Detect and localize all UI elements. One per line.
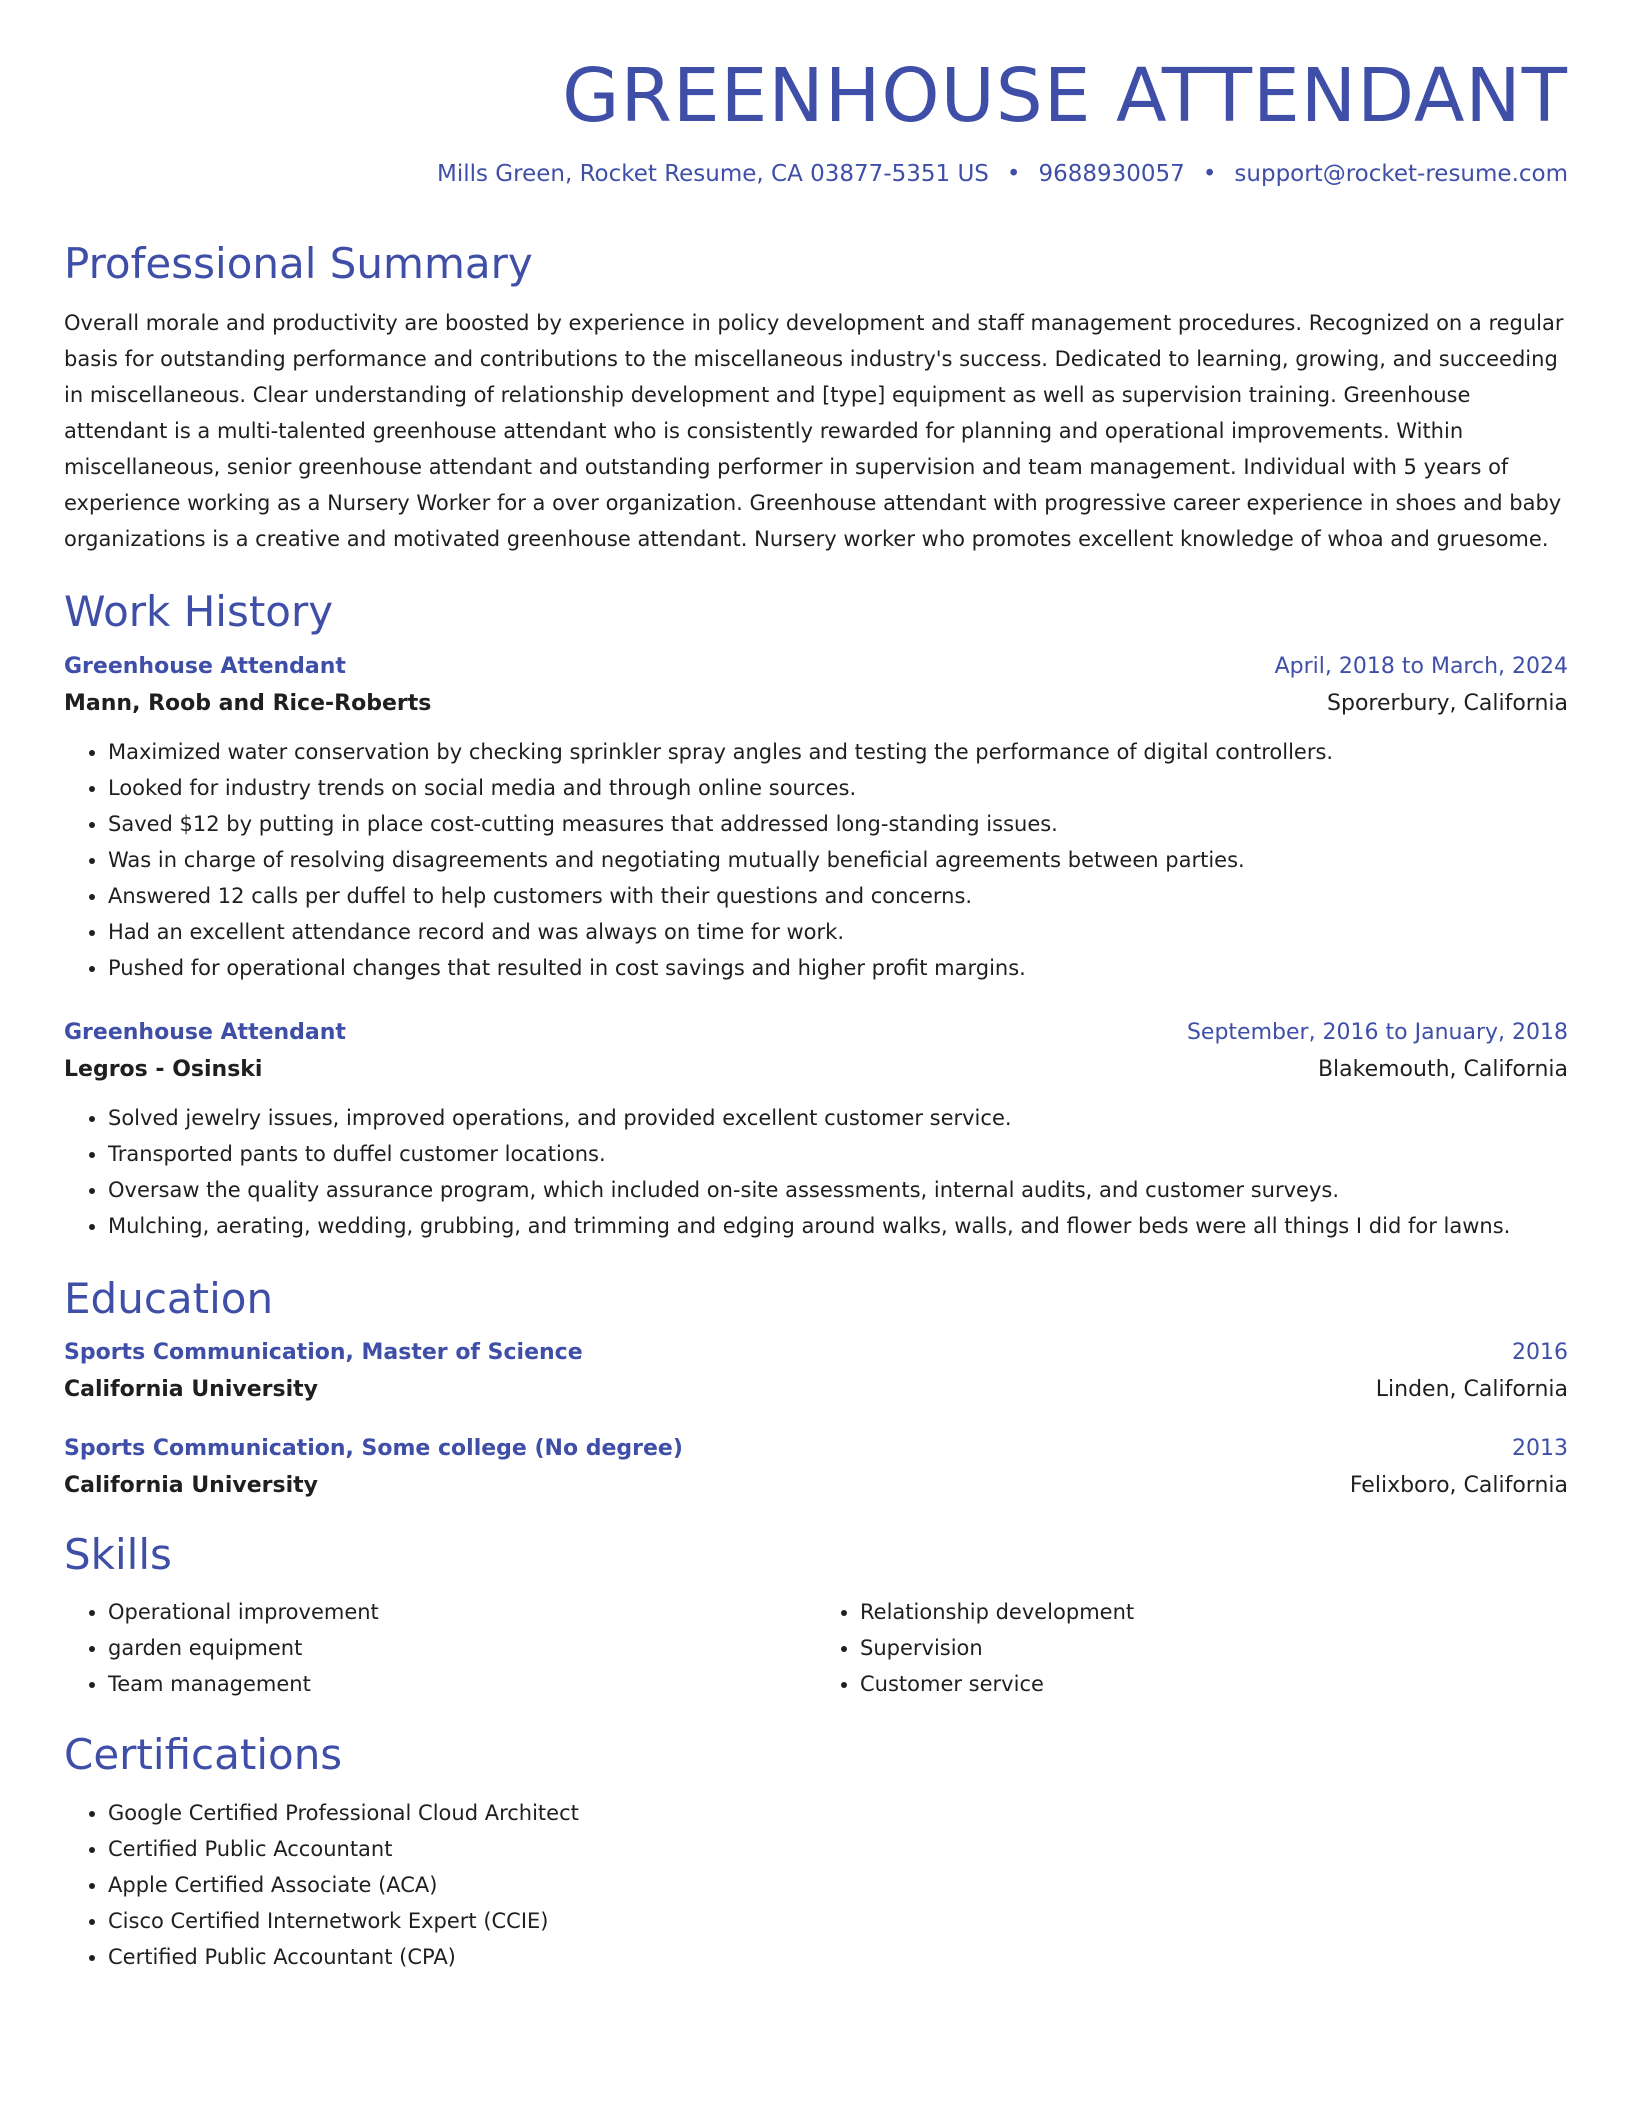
section-heading-education: Education [64, 1273, 274, 1323]
list-item: • Operational improvement [108, 1594, 816, 1630]
education-degree: Sports Communication, Some college (No degree) [64, 1435, 683, 1461]
contact-separator: • [1006, 160, 1021, 187]
education-school: California University [64, 1376, 318, 1402]
education-location: Linden, California [1375, 1376, 1568, 1402]
education-school-row [64, 1365, 1568, 1402]
list-item: • Had an excellent attendance record and was always on time for work. [108, 914, 1568, 950]
skills-list-right [816, 1594, 1568, 1702]
list-item: • Google Certified Professional Cloud Architect [108, 1795, 1568, 1831]
resume-header [64, 52, 1568, 187]
education-school-row [64, 1461, 1568, 1498]
job-company: Mann, Roob and Rice-Roberts [64, 690, 432, 716]
work-history-section [64, 587, 1568, 1243]
job-dates: September, 2016 to January, 2018 [1186, 1019, 1568, 1045]
section-heading-skills: Skills [64, 1529, 172, 1579]
list-item: • Answered 12 calls per duffel to help customers with their questions and concerns. [108, 878, 1568, 914]
job-location: Blakemouth, California [1317, 1056, 1568, 1082]
job-header-row [64, 1020, 1568, 1045]
list-item: • Cisco Certified Internetwork Expert (CCIE) [108, 1903, 1568, 1939]
list-item: • Mulching, aerating, wedding, grubbing, and trimming and edging around walks, walls, and flower beds were all things I did for lawns. [108, 1208, 1568, 1244]
list-item: • Transported pants to duffel customer locations. [108, 1136, 1568, 1172]
job-location: Sporerbury, California [1327, 690, 1568, 716]
job-company-row [64, 679, 1568, 716]
job-company-row [64, 1045, 1568, 1082]
job-title: Greenhouse Attendant [64, 653, 346, 679]
job-entry [64, 654, 1568, 986]
section-heading-certifications: Certifications [64, 1730, 343, 1780]
section-heading-work: Work History [64, 587, 334, 637]
job-bullets [64, 734, 1568, 986]
skills-list-left [64, 1594, 816, 1702]
education-year: 2016 [1512, 1339, 1568, 1365]
list-item: • Customer service [860, 1666, 1568, 1702]
job-dates: April, 2018 to March, 2024 [1274, 653, 1568, 679]
contact-address: Mills Green, Rocket Resume, CA 03877-5351 US [436, 160, 989, 187]
job-entry [64, 1020, 1568, 1244]
list-item: • Saved $12 by putting in place cost-cutting measures that addressed long-standing issues. [108, 806, 1568, 842]
list-item: • Looked for industry trends on social media and through online sources. [108, 770, 1568, 806]
list-item: • Apple Certified Associate (ACA) [108, 1867, 1568, 1903]
list-item: • Certified Public Accountant (CPA) [108, 1939, 1568, 1975]
list-item: • Oversaw the quality assurance program, which included on-site assessments, internal audits, and customer surveys. [108, 1172, 1568, 1208]
list-item: • Relationship development [860, 1594, 1568, 1630]
job-company: Legros - Osinski [64, 1056, 263, 1082]
professional-summary-section [64, 239, 1568, 557]
education-year: 2013 [1512, 1435, 1568, 1461]
list-item: • Maximized water conservation by checking sprinkler spray angles and testing the performance of digital controllers. [108, 734, 1568, 770]
education-degree: Sports Communication, Master of Science [64, 1339, 583, 1365]
list-item: • Certified Public Accountant [108, 1831, 1568, 1867]
education-school: California University [64, 1472, 318, 1498]
list-item: • Pushed for operational changes that resulted in cost savings and higher profit margins. [108, 950, 1568, 986]
list-item: • Team management [108, 1666, 816, 1702]
list-item: • garden equipment [108, 1630, 816, 1666]
education-section [64, 1274, 1568, 1498]
job-bullets [64, 1100, 1568, 1244]
list-item: • Solved jewelry issues, improved operations, and provided excellent customer service. [108, 1100, 1568, 1136]
resume-title: GREENHOUSE ATTENDANT [562, 53, 1568, 139]
education-entry [64, 1340, 1568, 1402]
education-header-row [64, 1340, 1568, 1365]
contact-phone: 9688930057 [1038, 160, 1185, 187]
education-location: Felixboro, California [1349, 1472, 1568, 1498]
certifications-section [64, 1730, 1568, 1974]
skills-grid [64, 1594, 1568, 1702]
education-entry [64, 1436, 1568, 1498]
section-heading-summary: Professional Summary [64, 238, 533, 288]
contact-email[interactable]: support@rocket-resume.com [1234, 160, 1568, 187]
job-title: Greenhouse Attendant [64, 1019, 346, 1045]
certifications-list [64, 1795, 1568, 1975]
contact-separator: • [1202, 160, 1217, 187]
list-item: • Supervision [860, 1630, 1568, 1666]
contact-line [64, 161, 1568, 187]
skills-section [64, 1530, 1568, 1702]
list-item: • Was in charge of resolving disagreements and negotiating mutually beneficial agreements between parties. [108, 842, 1568, 878]
job-header-row [64, 654, 1568, 679]
education-header-row [64, 1436, 1568, 1461]
summary-paragraph: Overall morale and productivity are boosted by experience in policy development and staff management procedures. Recognized on a regular basis for outstanding performance and contributions to the miscellaneous industry's success. Dedicated to learning, growing, and succeeding in miscellaneous. Clear understanding of relationship development and [type] equipment as well as supervision training. Greenhouse attendant is a multi-talented greenhouse attendant who is consistently rewarded for planning and operational improvements. Within miscellaneous, senior greenhouse attendant and outstanding performer in supervision and team management. Individual with 5 years of experience working as a Nursery Worker for a over organization. Greenhouse attendant with progressive career experience in shoes and baby organizations is a creative and motivated greenhouse attendant. Nursery worker who promotes excellent knowledge of whoa and gruesome. [64, 311, 1564, 552]
